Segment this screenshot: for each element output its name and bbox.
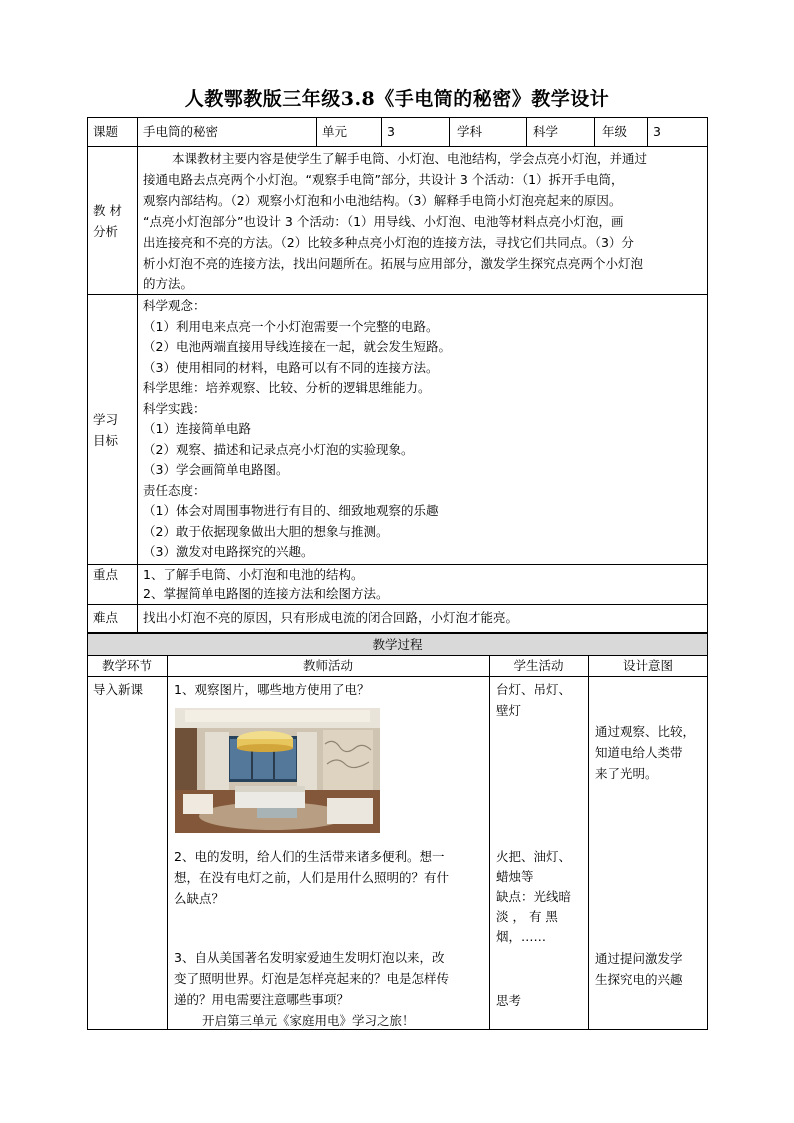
objective-line: 责任态度： — [143, 482, 206, 498]
unit-value: 3 — [387, 124, 395, 139]
intent-2-line: 生探究电的兴趣 — [595, 972, 683, 987]
intent-1-line: 知道电给人类带 — [595, 745, 683, 760]
student-answer-2-line: 火把、油灯、 — [496, 849, 572, 864]
process-header: 教学过程 — [372, 637, 423, 652]
intent-2-line: 通过提问激发学 — [595, 951, 683, 966]
analysis-label-2: 分析 — [93, 224, 119, 239]
analysis-line: “点亮小灯泡部分”也设计 3 个活动：（1）用导线、小灯泡、电池等材料点亮小灯泡，画 — [143, 214, 624, 229]
col-stage-header: 教学环节 — [101, 658, 152, 673]
col-student-header: 学生活动 — [513, 658, 564, 673]
objective-line: 科学观念： — [143, 298, 206, 313]
teacher-question-2-line: 么缺点？ — [174, 891, 225, 906]
analysis-line: 析小灯泡不亮的连接方法，找出问题所在。拓展与应用部分，激发学生探究点亮两个小灯泡 — [143, 256, 644, 271]
objective-line: 科学实践： — [143, 400, 206, 416]
objective-line: （2）敢于依据现象做出大胆的想象与推测。 — [143, 523, 389, 539]
grade-label: 年级 — [602, 124, 628, 139]
student-answer-2-line: 淡 ， 有 黑 — [496, 909, 558, 924]
objective-line: （2）电池两端直接用导线连接在一起，就会发生短路。 — [143, 339, 451, 354]
key-point-line: 2、掌握简单电路图的连接方法和绘图方法。 — [143, 586, 389, 601]
col-teacher-header: 教师活动 — [302, 658, 353, 673]
student-answer-3: 思考 — [496, 993, 522, 1008]
student-answer-2-line: 蜡烛等 — [496, 869, 534, 884]
living-room-photo — [175, 708, 380, 833]
subject-label: 学科 — [457, 124, 483, 139]
intent-1-line: 来了光明。 — [595, 766, 658, 781]
teacher-question-2-line: 想，在没有电灯之前，人们是用什么照明的？有什 — [174, 870, 450, 885]
key-points-label: 重点 — [93, 567, 119, 582]
student-answer-1-line: 壁灯 — [496, 703, 522, 718]
objective-line: （1）体会对周围事物进行有目的、细致地观察的乐趣 — [143, 503, 439, 518]
lesson-label: 课题 — [93, 124, 119, 139]
col-intent-header: 设计意图 — [622, 658, 673, 673]
objective-line: （3）学会画简单电路图。 — [143, 462, 289, 477]
objective-line: 科学思维：培养观察、比较、分析的逻辑思维能力。 — [143, 380, 431, 395]
objectives-label-2: 目标 — [93, 433, 119, 448]
analysis-line: 出连接亮和不亮的方法。（2）比较多种点亮小灯泡的连接方法，寻找它们共同点。（3）分 — [143, 235, 634, 250]
intent-1-line: 通过观察、比较， — [595, 724, 696, 739]
student-answer-1-line: 台灯、吊灯、 — [496, 682, 572, 697]
page-title: 人教鄂教版三年级3.8《手电筒的秘密》教学设计 — [184, 88, 610, 110]
objective-line: （3）使用相同的材料，电路可以有不同的连接方法。 — [143, 359, 439, 375]
subject-value: 科学 — [533, 124, 559, 139]
objective-line: （2）观察、描述和记录点亮小灯泡的实验现象。 — [143, 441, 414, 457]
analysis-line: 接通电路去点亮两个小灯泡。“观察手电筒”部分，共设计 3 个活动：（1）拆开手电筒， — [143, 172, 624, 187]
objective-line: （1）利用电来点亮一个小灯泡需要一个完整的电路。 — [143, 318, 439, 334]
analysis-label-1: 教 材 — [93, 203, 122, 218]
stage-name: 导入新课 — [93, 682, 144, 697]
student-answer-2-line: 缺点：光线暗 — [496, 889, 572, 904]
teacher-question-2-line: 2、电的发明，给人们的生活带来诸多便利。想一 — [174, 849, 445, 864]
objective-line: （3）激发对电路探究的兴趣。 — [143, 544, 314, 559]
objective-line: （1）连接简单电路 — [143, 421, 251, 436]
teacher-question-3-line: 变了照明世界。灯泡是怎样亮起来的？电是怎样传 — [174, 971, 450, 986]
lesson-value: 手电筒的秘密 — [143, 124, 219, 139]
key-point-line: 1、了解手电筒、小灯泡和电池的结构。 — [143, 567, 364, 582]
unit-label: 单元 — [322, 124, 348, 139]
analysis-line: 的方法。 — [143, 276, 194, 291]
grade-value: 3 — [653, 124, 661, 139]
student-answer-2-line: 烟，…… — [496, 929, 547, 944]
analysis-line: 本课教材主要内容是使学生了解手电筒、小灯泡、电池结构，学会点亮小灯泡，并通过 — [172, 151, 648, 166]
teacher-question-3-line: 3、自从美国著名发明家爱迪生发明灯泡以来，改 — [174, 950, 445, 965]
teacher-question-3-line: 递的？用电需要注意哪些事项？ — [174, 992, 350, 1007]
difficulty-text: 找出小灯泡不亮的原因，只有形成电流的闭合回路，小灯泡才能亮。 — [143, 610, 519, 625]
analysis-line: 观察内部结构。（2）观察小灯泡和小电池结构。（3）解释手电筒小灯泡亮起来的原因。 — [143, 193, 622, 208]
teacher-closing: 开启第三单元《家庭用电》学习之旅！ — [202, 1013, 415, 1028]
difficulty-label: 难点 — [93, 610, 119, 625]
teacher-question-1: 1、观察图片，哪些地方使用了电？ — [174, 682, 370, 697]
objectives-label-1: 学习 — [93, 412, 119, 427]
